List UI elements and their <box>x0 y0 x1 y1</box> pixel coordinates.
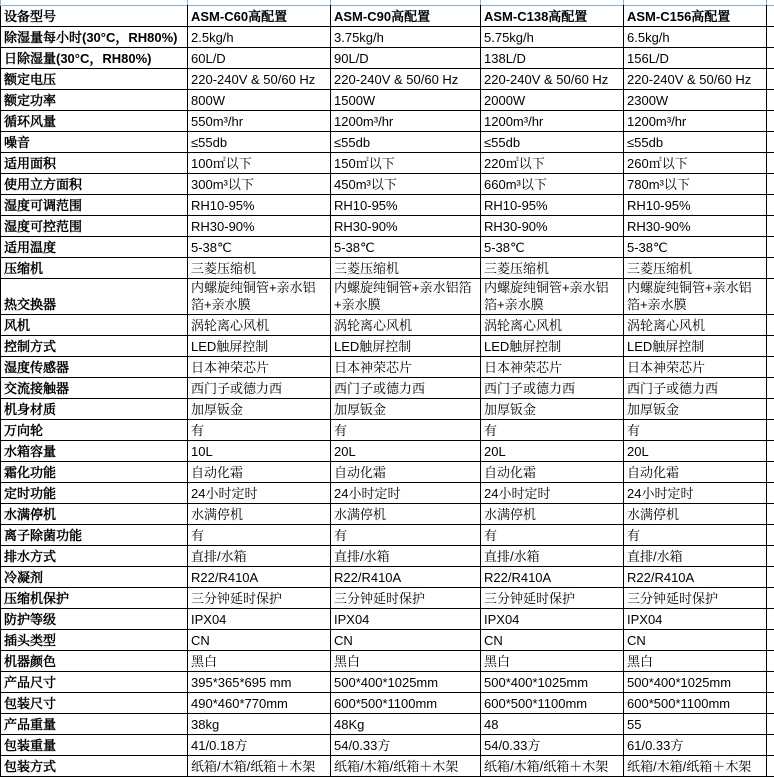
value-cell[interactable]: 水满停机 <box>331 504 481 525</box>
value-cell[interactable]: 38kg <box>188 714 331 735</box>
value-cell[interactable]: 24小时定时 <box>188 483 331 504</box>
value-cell[interactable]: 涡轮离心风机 <box>188 315 331 336</box>
value-cell[interactable]: ≤55db <box>624 132 767 153</box>
row-label-cell[interactable]: 循环风量 <box>1 111 188 132</box>
table-row <box>1 237 767 258</box>
value-cell[interactable]: 日本神荣芯片 <box>331 357 481 378</box>
value-cell[interactable]: 日本神荣芯片 <box>481 357 624 378</box>
value-cell[interactable]: CN <box>624 630 767 651</box>
value-cell[interactable]: 600*500*1100mm <box>624 693 767 714</box>
row-label-cell[interactable]: 额定电压 <box>1 69 188 90</box>
gridline-segment <box>766 257 774 258</box>
row-label-cell[interactable]: 热交换器 <box>1 279 188 315</box>
gridline-segment <box>766 440 774 441</box>
table-row <box>1 462 767 483</box>
value-cell[interactable]: ≤55db <box>188 132 331 153</box>
value-cell[interactable]: 24小时定时 <box>624 483 767 504</box>
table-row <box>1 399 767 420</box>
value-cell[interactable]: 2000W <box>481 90 624 111</box>
table-row <box>1 756 767 777</box>
value-cell[interactable]: 水满停机 <box>188 504 331 525</box>
value-cell[interactable]: 纸箱/木箱/纸箱＋木架 <box>331 756 481 777</box>
gridline-segment <box>766 692 774 693</box>
header-device-model-cell[interactable]: 设备型号 <box>1 6 188 27</box>
table-row <box>1 258 767 279</box>
gridline-segment <box>766 608 774 609</box>
gridline-segment <box>766 734 774 735</box>
table-row <box>1 567 767 588</box>
value-cell[interactable]: 6.5kg/h <box>624 27 767 48</box>
value-cell[interactable]: 395*365*695 mm <box>188 672 331 693</box>
gridline-segment <box>766 314 774 315</box>
gridline-segment <box>766 335 774 336</box>
value-cell[interactable]: 54/0.33方 <box>331 735 481 756</box>
value-cell[interactable]: 60L/D <box>188 48 331 69</box>
table-row <box>1 279 767 315</box>
row-label-cell[interactable]: 包装尺寸 <box>1 693 188 714</box>
value-cell[interactable]: 156L/D <box>624 48 767 69</box>
table-row <box>1 153 767 174</box>
value-cell[interactable]: R22/R410A <box>481 567 624 588</box>
row-label-cell[interactable]: 额定功率 <box>1 90 188 111</box>
value-cell[interactable]: 直排/水箱 <box>624 546 767 567</box>
row-label-cell[interactable]: 交流接触器 <box>1 378 188 399</box>
value-cell[interactable]: 500*400*1025mm <box>331 672 481 693</box>
gridline-segment <box>766 629 774 630</box>
table-row <box>1 693 767 714</box>
value-cell[interactable]: 5-38℃ <box>481 237 624 258</box>
value-cell[interactable]: 5-38℃ <box>331 237 481 258</box>
header-model-cell[interactable]: ASM-C90高配置 <box>331 6 481 27</box>
gridline-segment <box>766 356 774 357</box>
row-label-cell[interactable]: 防护等级 <box>1 609 188 630</box>
value-cell[interactable]: 660m³以下 <box>481 174 624 195</box>
row-label-cell[interactable]: 日除湿量(30°C，RH80%) <box>1 48 188 69</box>
table-row <box>1 90 767 111</box>
gridline-segment <box>766 461 774 462</box>
value-cell[interactable]: 自动化霜 <box>188 462 331 483</box>
row-label-cell[interactable]: 霜化功能 <box>1 462 188 483</box>
value-cell[interactable]: 138L/D <box>481 48 624 69</box>
value-cell[interactable]: 500*400*1025mm <box>624 672 767 693</box>
value-cell[interactable]: 490*460*770mm <box>188 693 331 714</box>
value-cell[interactable]: 三菱压缩机 <box>624 258 767 279</box>
table-row <box>1 357 767 378</box>
row-label-cell[interactable]: 产品重量 <box>1 714 188 735</box>
table-row <box>1 195 767 216</box>
value-cell[interactable]: 涡轮离心风机 <box>331 315 481 336</box>
value-cell[interactable]: LED触屏控制 <box>481 336 624 357</box>
row-label-cell[interactable]: 包装方式 <box>1 756 188 777</box>
value-cell[interactable]: 1200m³/hr <box>481 111 624 132</box>
gridline-segment <box>766 671 774 672</box>
table-row <box>1 216 767 237</box>
value-cell[interactable]: 55 <box>624 714 767 735</box>
gridline-segment <box>766 566 774 567</box>
value-cell[interactable]: 三分钟延时保护 <box>331 588 481 609</box>
value-cell[interactable]: 260㎡以下 <box>624 153 767 174</box>
value-cell[interactable]: 直排/水箱 <box>481 546 624 567</box>
gridline-segment <box>766 482 774 483</box>
value-cell[interactable]: LED触屏控制 <box>331 336 481 357</box>
value-cell[interactable]: 纸箱/木箱/纸箱＋木架 <box>481 756 624 777</box>
value-cell[interactable]: 有 <box>188 420 331 441</box>
value-cell[interactable]: 41/0.18方 <box>188 735 331 756</box>
value-cell[interactable]: 黑白 <box>331 651 481 672</box>
row-label-cell[interactable]: 插头类型 <box>1 630 188 651</box>
table-row <box>1 483 767 504</box>
value-cell[interactable]: 纸箱/木箱/纸箱＋木架 <box>624 756 767 777</box>
table-row <box>1 69 767 90</box>
value-cell[interactable]: 黑白 <box>624 651 767 672</box>
value-cell[interactable]: CN <box>481 630 624 651</box>
value-cell[interactable]: 纸箱/木箱/纸箱＋木架 <box>188 756 331 777</box>
value-cell[interactable]: RH30-90% <box>481 216 624 237</box>
row-label-cell[interactable]: 水满停机 <box>1 504 188 525</box>
table-row <box>1 174 767 195</box>
value-cell[interactable]: RH10-95% <box>481 195 624 216</box>
value-cell[interactable]: 5-38℃ <box>188 237 331 258</box>
table-row <box>1 651 767 672</box>
value-cell[interactable]: 内螺旋纯铜管+亲水铝箔+亲水膜 <box>331 279 481 315</box>
value-cell[interactable]: IPX04 <box>331 609 481 630</box>
value-cell[interactable]: 水满停机 <box>624 504 767 525</box>
value-cell[interactable]: R22/R410A <box>331 567 481 588</box>
value-cell[interactable]: 300m³以下 <box>188 174 331 195</box>
value-cell[interactable]: 20L <box>624 441 767 462</box>
row-label-cell[interactable]: 离子除菌功能 <box>1 525 188 546</box>
row-label-cell[interactable]: 适用温度 <box>1 237 188 258</box>
table-row <box>1 441 767 462</box>
value-cell[interactable]: 西门子或德力西 <box>481 378 624 399</box>
value-cell[interactable]: 自动化霜 <box>481 462 624 483</box>
value-cell[interactable]: 48Kg <box>331 714 481 735</box>
value-cell[interactable]: 有 <box>481 420 624 441</box>
value-cell[interactable]: 220㎡以下 <box>481 153 624 174</box>
gridline-segment <box>766 110 774 111</box>
gridline-segment <box>766 278 774 279</box>
table-row <box>1 672 767 693</box>
value-cell[interactable]: RH10-95% <box>331 195 481 216</box>
row-label-cell[interactable]: 压缩机保护 <box>1 588 188 609</box>
value-cell[interactable]: 三菱压缩机 <box>331 258 481 279</box>
value-cell[interactable]: 48 <box>481 714 624 735</box>
value-cell[interactable]: 800W <box>188 90 331 111</box>
value-cell[interactable]: 5.75kg/h <box>481 27 624 48</box>
table-row <box>1 315 767 336</box>
value-cell[interactable]: 西门子或德力西 <box>331 378 481 399</box>
table-row <box>1 27 767 48</box>
gridline-segment <box>766 587 774 588</box>
value-cell[interactable]: 61/0.33方 <box>624 735 767 756</box>
value-cell[interactable]: ≤55db <box>331 132 481 153</box>
row-label-cell[interactable]: 除湿量每小时(30°C，RH80%) <box>1 27 188 48</box>
value-cell[interactable]: 780m³以下 <box>624 174 767 195</box>
value-cell[interactable]: 内螺旋纯铜管+亲水铝箔+亲水膜 <box>188 279 331 315</box>
value-cell[interactable]: 450m³以下 <box>331 174 481 195</box>
row-label-cell[interactable]: 压缩机 <box>1 258 188 279</box>
value-cell[interactable]: 550m³/hr <box>188 111 331 132</box>
table-row <box>1 504 767 525</box>
row-label-cell[interactable]: 湿度可控范围 <box>1 216 188 237</box>
gridline-segment <box>766 713 774 714</box>
value-cell[interactable]: RH30-90% <box>188 216 331 237</box>
value-cell[interactable]: 600*500*1100mm <box>481 693 624 714</box>
value-cell[interactable]: 2.5kg/h <box>188 27 331 48</box>
value-cell[interactable]: 5-38℃ <box>624 237 767 258</box>
value-cell[interactable]: 涡轮离心风机 <box>624 315 767 336</box>
value-cell[interactable]: 日本神荣芯片 <box>188 357 331 378</box>
header-model-cell[interactable]: ASM-C156高配置 <box>624 6 767 27</box>
value-cell[interactable]: 有 <box>331 525 481 546</box>
table-row <box>1 609 767 630</box>
gridline-segment <box>766 215 774 216</box>
value-cell[interactable]: 100㎡以下 <box>188 153 331 174</box>
row-label-cell[interactable]: 产品尺寸 <box>1 672 188 693</box>
value-cell[interactable]: 加厚钣金 <box>188 399 331 420</box>
gridline-segment <box>766 194 774 195</box>
value-cell[interactable]: 2300W <box>624 90 767 111</box>
value-cell[interactable]: 10L <box>188 441 331 462</box>
row-label-cell[interactable]: 排水方式 <box>1 546 188 567</box>
value-cell[interactable]: 3.75kg/h <box>331 27 481 48</box>
row-label-cell[interactable]: 控制方式 <box>1 336 188 357</box>
value-cell[interactable]: CN <box>188 630 331 651</box>
value-cell[interactable]: 220-240V & 50/60 Hz <box>188 69 331 90</box>
value-cell[interactable]: RH10-95% <box>188 195 331 216</box>
row-label-cell[interactable]: 定时功能 <box>1 483 188 504</box>
gridline-segment <box>766 173 774 174</box>
value-cell[interactable]: 500*400*1025mm <box>481 672 624 693</box>
value-cell[interactable]: RH10-95% <box>624 195 767 216</box>
value-cell[interactable]: 三分钟延时保护 <box>188 588 331 609</box>
table-row <box>1 48 767 69</box>
value-cell[interactable]: 150㎡以下 <box>331 153 481 174</box>
header-model-cell[interactable]: ASM-C138高配置 <box>481 6 624 27</box>
gridline-segment <box>766 26 774 27</box>
value-cell[interactable]: 三菱压缩机 <box>188 258 331 279</box>
value-cell[interactable]: IPX04 <box>624 609 767 630</box>
gridline-segment <box>766 377 774 378</box>
row-label-cell[interactable]: 噪音 <box>1 132 188 153</box>
gridline-segment <box>766 236 774 237</box>
value-cell[interactable]: 内螺旋纯铜管+亲水铝箔+亲水膜 <box>624 279 767 315</box>
table-row <box>1 336 767 357</box>
table-row <box>1 735 767 756</box>
value-cell[interactable]: 有 <box>624 420 767 441</box>
value-cell[interactable]: IPX04 <box>188 609 331 630</box>
value-cell[interactable]: 有 <box>188 525 331 546</box>
row-label-cell[interactable]: 冷凝剂 <box>1 567 188 588</box>
value-cell[interactable]: R22/R410A <box>188 567 331 588</box>
value-cell[interactable]: 600*500*1100mm <box>331 693 481 714</box>
spec-table <box>0 5 767 777</box>
value-cell[interactable]: 西门子或德力西 <box>188 378 331 399</box>
table-row <box>1 420 767 441</box>
gridline-segment <box>766 503 774 504</box>
gridline-segment <box>766 68 774 69</box>
value-cell[interactable]: 24小时定时 <box>331 483 481 504</box>
gridline-segment <box>766 419 774 420</box>
header-model-cell[interactable]: ASM-C60高配置 <box>188 6 331 27</box>
value-cell[interactable]: 内螺旋纯铜管+亲水铝箔+亲水膜 <box>481 279 624 315</box>
table-row <box>1 378 767 399</box>
value-cell[interactable]: 1200m³/hr <box>624 111 767 132</box>
row-label-cell[interactable]: 机身材质 <box>1 399 188 420</box>
value-cell[interactable]: 有 <box>331 420 481 441</box>
gridline-segment <box>766 524 774 525</box>
value-cell[interactable]: 日本神荣芯片 <box>624 357 767 378</box>
value-cell[interactable]: 加厚钣金 <box>481 399 624 420</box>
spec-table-body <box>1 27 767 777</box>
value-cell[interactable]: 自动化霜 <box>331 462 481 483</box>
value-cell[interactable]: 54/0.33方 <box>481 735 624 756</box>
value-cell[interactable]: 有 <box>481 525 624 546</box>
row-label-cell[interactable]: 湿度传感器 <box>1 357 188 378</box>
gridline-segment <box>766 398 774 399</box>
value-cell[interactable]: R22/R410A <box>624 567 767 588</box>
gridline-segment <box>766 545 774 546</box>
value-cell[interactable]: 三菱压缩机 <box>481 258 624 279</box>
gridline-segment <box>766 755 774 756</box>
value-cell[interactable]: 220-240V & 50/60 Hz <box>624 69 767 90</box>
value-cell[interactable]: 黑白 <box>188 651 331 672</box>
row-label-cell[interactable]: 适用面积 <box>1 153 188 174</box>
row-label-cell[interactable]: 万向轮 <box>1 420 188 441</box>
value-cell[interactable]: LED触屏控制 <box>624 336 767 357</box>
value-cell[interactable]: RH30-90% <box>624 216 767 237</box>
value-cell[interactable]: ≤55db <box>481 132 624 153</box>
value-cell[interactable]: 20L <box>481 441 624 462</box>
gridline-segment <box>766 47 774 48</box>
value-cell[interactable]: 涡轮离心风机 <box>481 315 624 336</box>
row-label-cell[interactable]: 水箱容量 <box>1 441 188 462</box>
value-cell[interactable]: 有 <box>624 525 767 546</box>
value-cell[interactable]: 自动化霜 <box>624 462 767 483</box>
table-row <box>1 714 767 735</box>
table-row <box>1 630 767 651</box>
value-cell[interactable]: RH30-90% <box>331 216 481 237</box>
value-cell[interactable]: 1200m³/hr <box>331 111 481 132</box>
gridline-segment <box>766 650 774 651</box>
row-label-cell[interactable]: 湿度可调范围 <box>1 195 188 216</box>
row-label-cell[interactable]: 风机 <box>1 315 188 336</box>
table-row <box>1 525 767 546</box>
value-cell[interactable]: 直排/水箱 <box>331 546 481 567</box>
value-cell[interactable]: 90L/D <box>331 48 481 69</box>
table-row <box>1 588 767 609</box>
header-row <box>1 6 767 27</box>
value-cell[interactable]: 20L <box>331 441 481 462</box>
table-row <box>1 132 767 153</box>
value-cell[interactable]: IPX04 <box>481 609 624 630</box>
value-cell[interactable]: 220-240V & 50/60 Hz <box>481 69 624 90</box>
value-cell[interactable]: 24小时定时 <box>481 483 624 504</box>
gridline-segment <box>766 152 774 153</box>
value-cell[interactable]: 黑白 <box>481 651 624 672</box>
value-cell[interactable]: 加厚钣金 <box>624 399 767 420</box>
table-row <box>1 546 767 567</box>
row-label-cell[interactable]: 包装重量 <box>1 735 188 756</box>
value-cell[interactable]: 三分钟延时保护 <box>624 588 767 609</box>
value-cell[interactable]: 三分钟延时保护 <box>481 588 624 609</box>
row-label-cell[interactable]: 机器颜色 <box>1 651 188 672</box>
value-cell[interactable]: 水满停机 <box>481 504 624 525</box>
row-label-cell[interactable]: 使用立方面积 <box>1 174 188 195</box>
value-cell[interactable]: 直排/水箱 <box>188 546 331 567</box>
gridline-segment <box>766 131 774 132</box>
gridline-segment <box>766 89 774 90</box>
value-cell[interactable]: LED触屏控制 <box>188 336 331 357</box>
value-cell[interactable]: 加厚钣金 <box>331 399 481 420</box>
table-row <box>1 111 767 132</box>
value-cell[interactable]: 1500W <box>331 90 481 111</box>
value-cell[interactable]: 220-240V & 50/60 Hz <box>331 69 481 90</box>
value-cell[interactable]: CN <box>331 630 481 651</box>
value-cell[interactable]: 西门子或德力西 <box>624 378 767 399</box>
